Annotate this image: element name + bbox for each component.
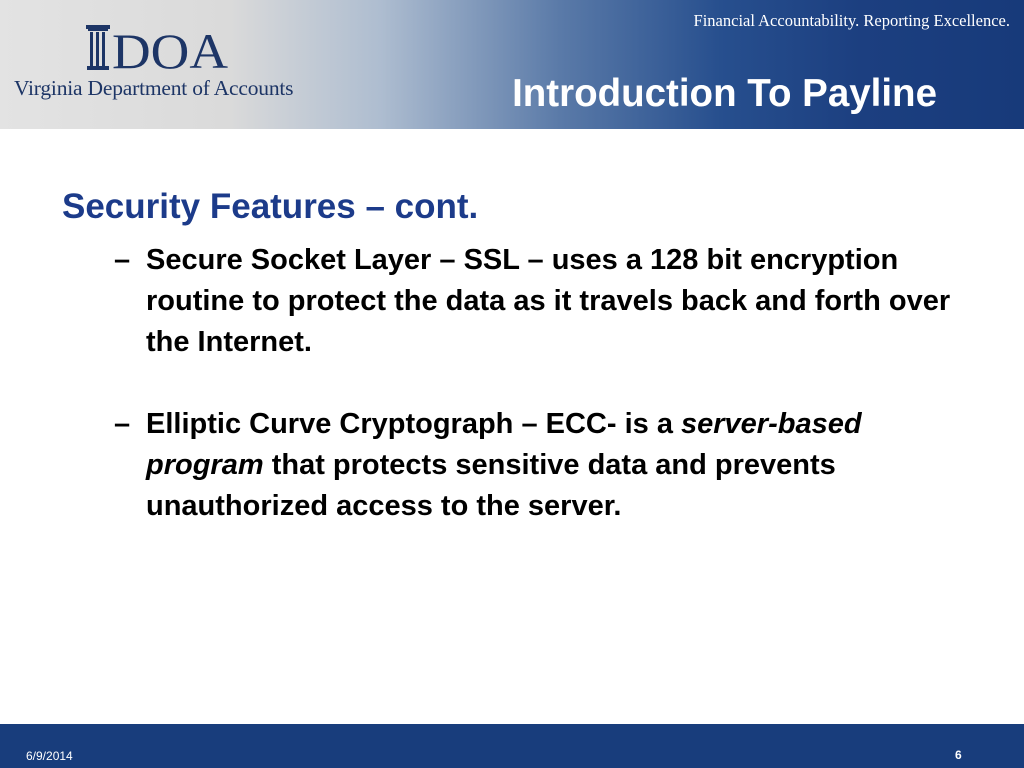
tagline: Financial Accountability. Reporting Excellence.: [693, 11, 1010, 30]
bullet-dash: –: [114, 244, 131, 276]
bullet-text-emphasis: server-based program: [146, 408, 862, 481]
bullet-ecc: [114, 404, 966, 527]
bullet-text-after: that protects sensitive data and prevents unauthorized access to the server.: [146, 449, 836, 522]
bullet-text: Secure Socket Layer – SSL – uses a 128 bit encryption routine to protect the data as it travels back and forth over the Internet.: [146, 244, 951, 358]
slide-title: Introduction To Payline: [512, 72, 937, 115]
bullet-text-before: Elliptic Curve Cryptograph – ECC- is a: [146, 408, 681, 440]
slide-header: [0, 0, 1024, 129]
doa-logo-mark: [82, 22, 232, 72]
bullet-ssl: [114, 240, 966, 363]
section-heading: Security Features – cont.: [62, 187, 479, 226]
footer-date: 6/9/2014: [26, 749, 73, 763]
capitol-column-icon: [86, 25, 110, 70]
department-name: Virginia Department of Accounts: [14, 76, 294, 100]
slide-content: [62, 186, 972, 527]
logo-mark-text: DOA: [112, 23, 228, 72]
page-number: 6: [955, 748, 962, 762]
doa-logo: [14, 22, 294, 104]
slide-footer: [0, 724, 1024, 768]
bullet-dash: –: [114, 408, 131, 440]
